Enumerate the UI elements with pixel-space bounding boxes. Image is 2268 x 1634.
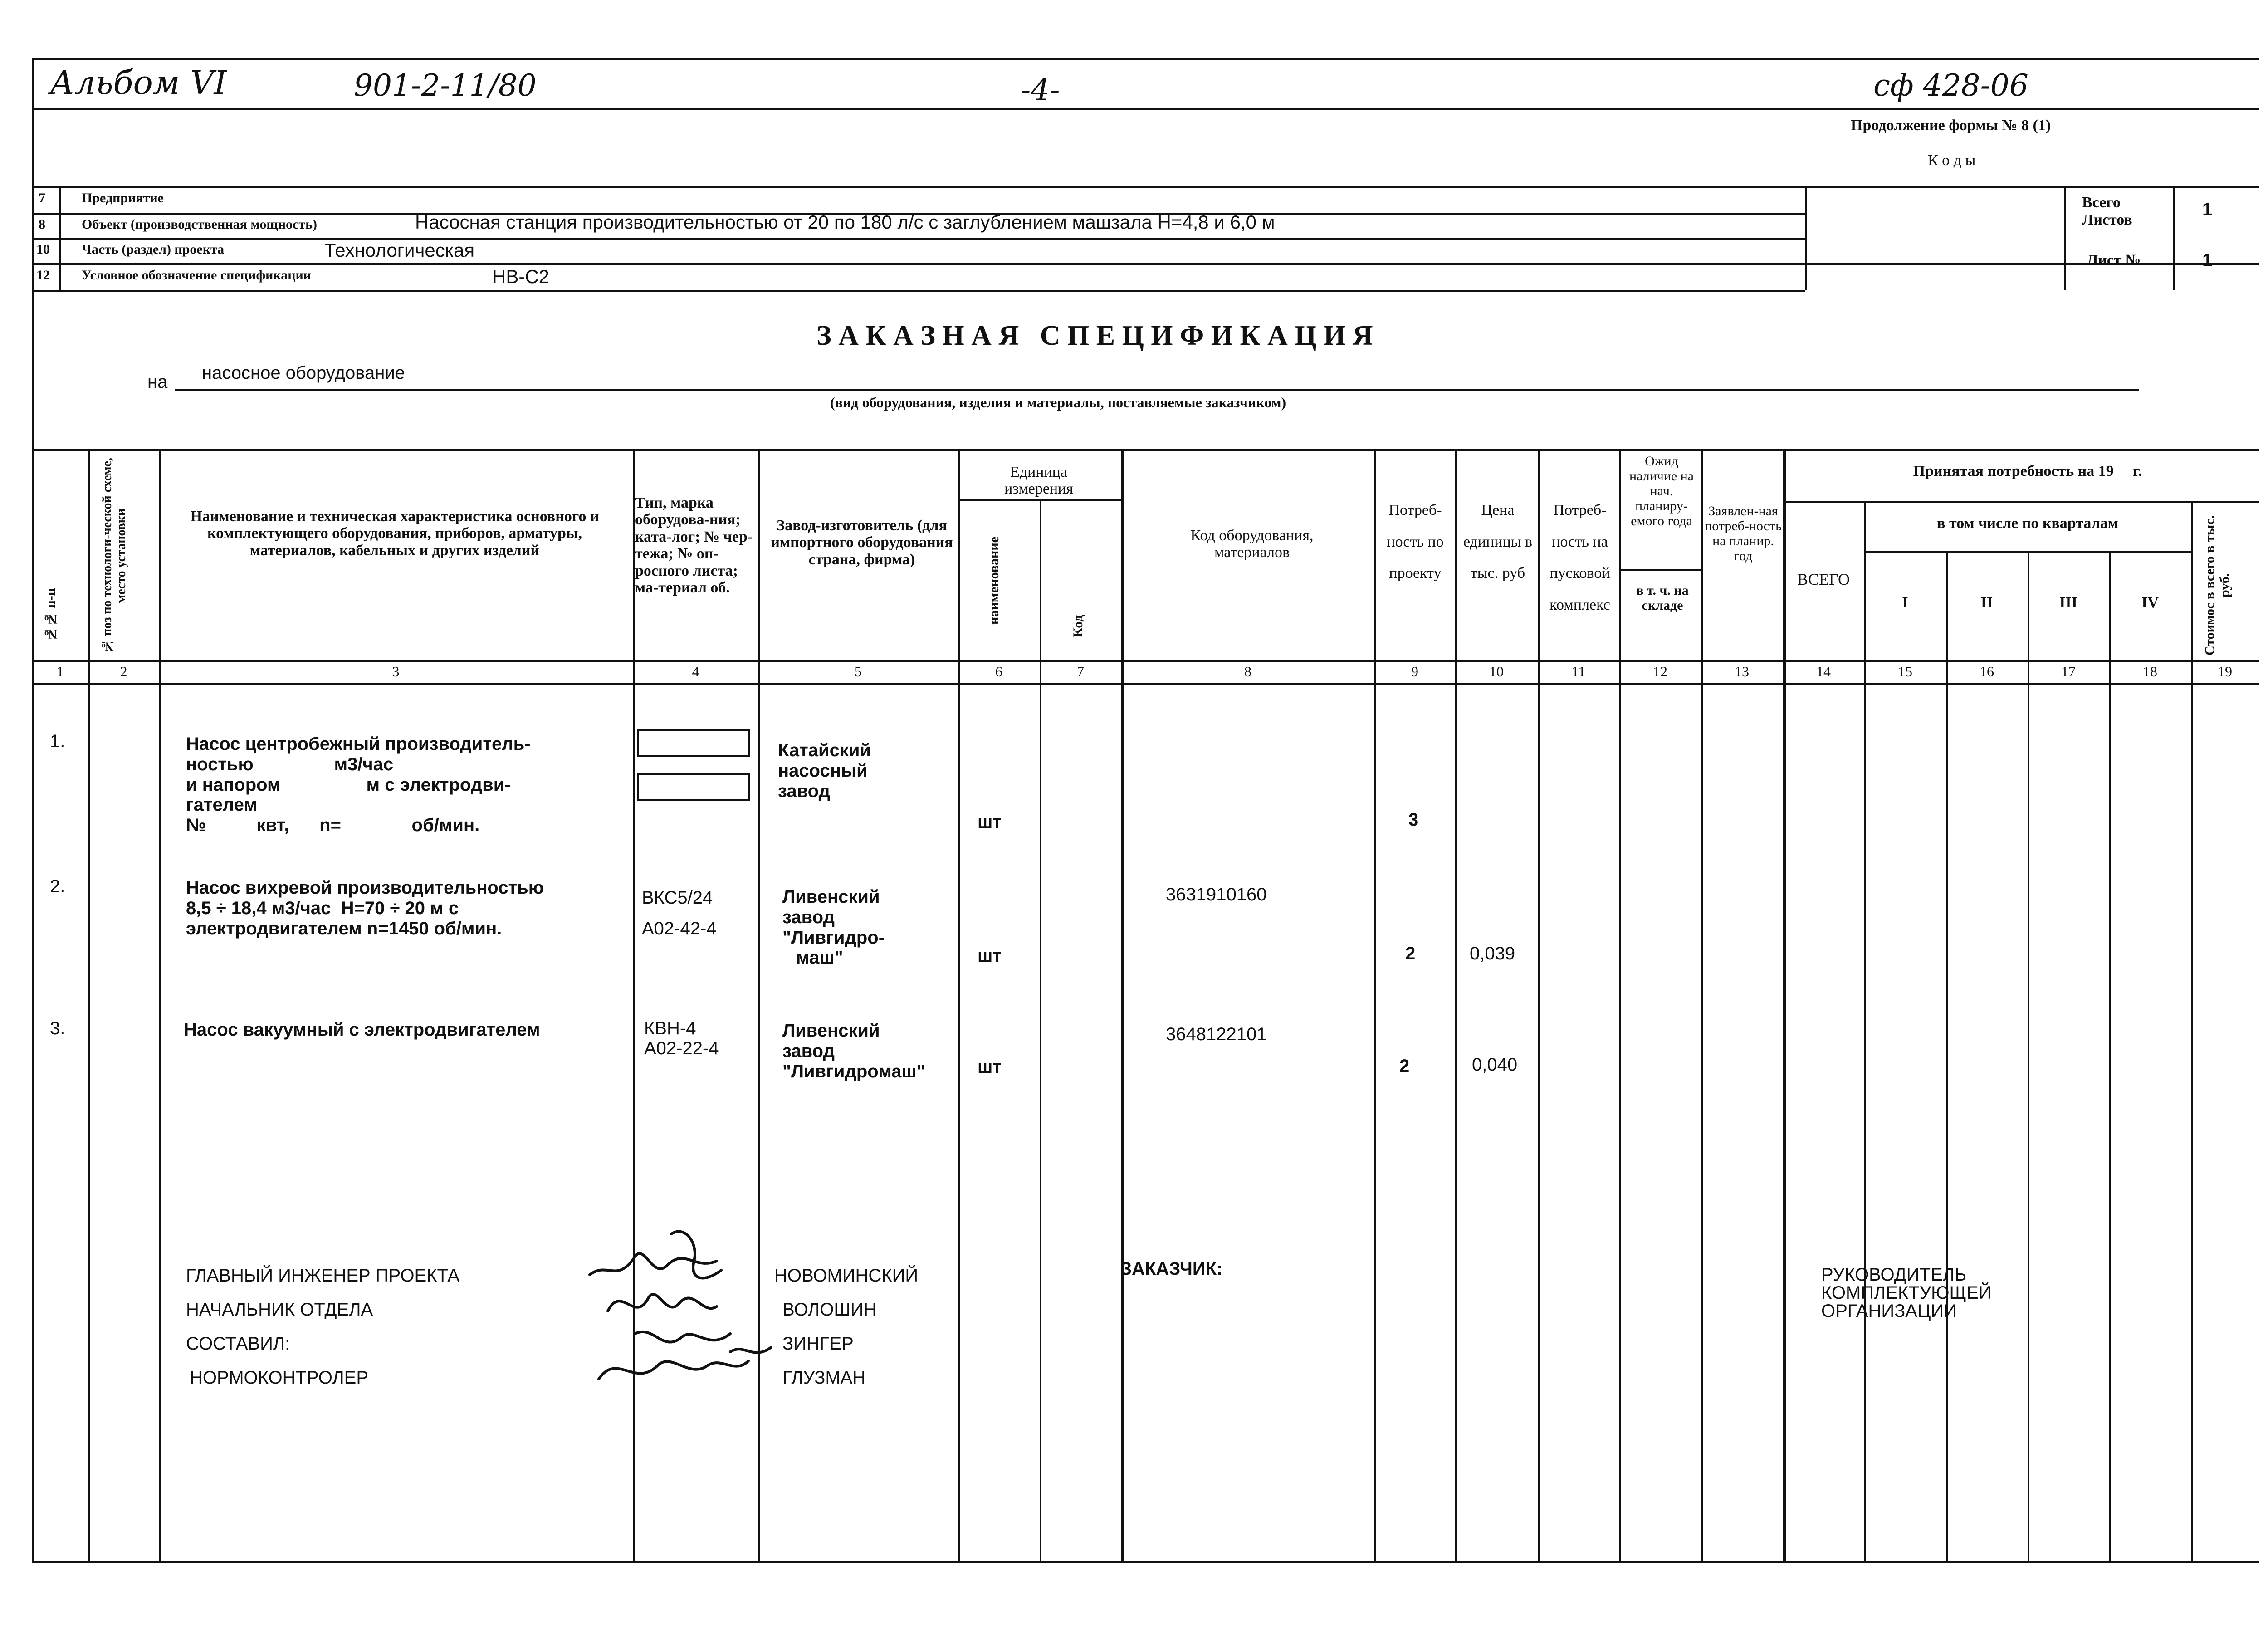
info-label-spec: Условное обозначение спецификации	[82, 268, 312, 283]
col-line-13	[1783, 449, 1786, 1561]
info-num-12: 12	[36, 268, 50, 283]
info-value-part: Технологическая	[324, 240, 475, 261]
colnum-5: 5	[855, 663, 862, 680]
role-norm-controller: НОРМОКОНТРОЛЕР	[190, 1368, 369, 1388]
colnum-9: 9	[1411, 663, 1418, 680]
row3-code: 3648122101	[1166, 1024, 1267, 1044]
colnum-10: 10	[1489, 663, 1504, 680]
row3-maker-line: завод	[782, 1041, 835, 1061]
row1-maker-line: завод	[778, 781, 830, 801]
row2-num: 2.	[50, 876, 65, 896]
info-num-10: 10	[36, 242, 50, 257]
col-header-q1: I	[1902, 594, 1908, 611]
colnum-18: 18	[2143, 663, 2157, 680]
table-header-bottom-rule	[32, 660, 2259, 662]
row2-need: 2	[1405, 944, 1416, 964]
info-num-divider	[59, 186, 61, 290]
colnum-17: 17	[2061, 663, 2076, 680]
col-header-price: Цена единицы в тыс. руб	[1463, 502, 1533, 582]
col-line-16	[2028, 551, 2029, 1561]
row2-maker-line: "Ливгидро-	[782, 927, 885, 948]
col-header-q4: IV	[2141, 594, 2159, 611]
row1-maker-line: насосный	[778, 760, 868, 781]
col-line-10	[1538, 449, 1540, 1561]
col-header-unit: Единица измерения	[1004, 464, 1073, 498]
info-label-object: Объект (производственная мощность)	[82, 217, 317, 232]
col-line-9	[1455, 449, 1457, 1561]
row3-name-line: Насос вакуумный с электродвигателем	[184, 1020, 540, 1040]
continuation-label: Продолжение формы № 8 (1)	[1851, 117, 2051, 134]
page-number: -4-	[1021, 73, 1060, 108]
col-line-18	[2191, 501, 2193, 1561]
col-header-declared: Заявлен-ная потреб-ность на планир. год	[1705, 504, 1782, 563]
subtitle-value: насосное оборудование	[202, 363, 405, 383]
album-label: Альбом VI	[50, 64, 227, 102]
col-header-q3: III	[2059, 594, 2077, 611]
row3-maker-line: "Ливгидромаш"	[782, 1061, 925, 1081]
col-header-pos: № поз по технологи-ческой схеме, место установки	[100, 458, 128, 654]
row1-name-line: и напором м с электродви-	[186, 774, 511, 795]
col-header-accepted: Принятая потребность на 19 г.	[1913, 463, 2142, 479]
row3-type	[644, 1018, 719, 1058]
sheet-code: сф 428-06	[1873, 68, 2028, 103]
row2-name	[186, 878, 544, 939]
row1-need: 3	[1408, 810, 1419, 830]
sheets-total-value: 1	[2202, 200, 2213, 220]
row2-maker	[782, 887, 885, 968]
row2-type-line: А02-42-4	[642, 919, 717, 939]
row1-maker-line: Катайский	[778, 740, 871, 760]
info-sheets-value-divider	[2173, 186, 2175, 290]
col-line-12	[1701, 449, 1703, 1561]
info-codes-divider	[1805, 186, 1807, 290]
row2-type	[642, 882, 717, 944]
info-rule-3	[32, 263, 2259, 265]
head-line: РУКОВОДИТЕЛЬ	[1821, 1265, 1967, 1285]
row2-maker-line: завод	[782, 907, 835, 927]
row3-need: 2	[1399, 1056, 1410, 1076]
info-rule-4	[32, 290, 1805, 292]
row3-maker	[782, 1021, 925, 1081]
col-line-7	[1121, 449, 1124, 1561]
col-header-expected: Ожид наличие на нач. планиру-емого года	[1629, 454, 1694, 528]
info-label-part: Часть (раздел) проекта	[82, 242, 225, 257]
col-header-cost: Стоимос в всего в тыс. руб.	[2202, 515, 2232, 656]
accepted-sub-rule	[1783, 501, 2259, 503]
name-zinger: ЗИНГЕР	[782, 1334, 854, 1354]
row3-type-line: А02-22-4	[644, 1038, 719, 1058]
codes-label: К о д ы	[1928, 152, 1976, 169]
row2-name-line: электродвигателем n=1450 об/мин.	[186, 918, 502, 939]
colnum-3: 3	[392, 663, 400, 680]
row2-unit: шт	[978, 946, 1002, 966]
sheets-number-label: Лист №	[2087, 252, 2141, 269]
col-header-maker: Завод-изготовитель (для импортного оборудования страна, фирма)	[771, 517, 953, 568]
colnum-8: 8	[1244, 663, 1251, 680]
sheets-number-value: 1	[2202, 250, 2213, 270]
info-sheets-divider	[2064, 186, 2066, 290]
row1-name	[186, 734, 531, 836]
row2-code: 3631910160	[1166, 885, 1267, 905]
name-voloshin: ВОЛОШИН	[782, 1300, 877, 1320]
header-top-rule	[32, 58, 2259, 60]
row3-price: 0,040	[1472, 1055, 1518, 1075]
row1-name-line: ностью м3/час	[186, 754, 394, 774]
colnum-13: 13	[1735, 663, 1749, 680]
colnum-6: 6	[995, 663, 1002, 680]
table-bottom-rule	[32, 1561, 2259, 1563]
role-compiled-by: СОСТАВИЛ:	[186, 1334, 290, 1354]
table-top-rule	[32, 449, 2259, 451]
signature-names	[774, 1259, 919, 1395]
row2-maker-line: маш"	[796, 948, 843, 968]
col-header-startup: Потреб-ность на пусковой комплекс	[1549, 502, 1610, 614]
col-header-stock: в т. ч. на складе	[1636, 583, 1689, 613]
handwritten-signatures	[581, 1216, 789, 1415]
subtitle-na: на	[147, 372, 168, 392]
col-line-1	[88, 449, 90, 1561]
col-line-5	[958, 449, 960, 1561]
row3-name	[184, 1020, 540, 1040]
role-chief-engineer: ГЛАВНЫЙ ИНЖЕНЕР ПРОЕКТА	[186, 1266, 460, 1286]
row2-name-line: 8,5 ÷ 18,4 м3/час Н=70 ÷ 20 м с	[186, 898, 459, 918]
organization-head	[1821, 1266, 1991, 1320]
row3-maker-line: Ливенский	[782, 1021, 880, 1041]
colnum-15: 15	[1898, 663, 1912, 680]
row2-name-line: Насос вихревой производительностью	[186, 878, 544, 898]
col-line-14	[1864, 501, 1866, 1561]
subtitle-caption: (вид оборудования, изделия и материалы, поставляемые заказчиком)	[830, 394, 1286, 411]
col-line-2	[159, 449, 161, 1561]
info-value-spec: НВ-С2	[492, 266, 550, 287]
info-num-8: 8	[39, 217, 45, 232]
head-line: КОМПЛЕКТУЮЩЕЙ	[1821, 1283, 1992, 1303]
col-line-8	[1374, 449, 1376, 1561]
col-line-6	[1040, 499, 1041, 1561]
head-line: ОРГАНИЗАЦИИ	[1821, 1301, 1957, 1321]
header-bottom-rule	[32, 108, 2259, 110]
row1-maker	[778, 740, 871, 801]
customer-label: ЗАКАЗЧИК:	[1120, 1259, 1223, 1279]
row2-type-line: ВКС5/24	[642, 888, 713, 908]
info-num-7: 7	[39, 191, 45, 205]
colnum-11: 11	[1571, 663, 1586, 680]
row1-type-box-1	[637, 729, 750, 757]
row3-unit: шт	[978, 1057, 1002, 1077]
colnum-19: 19	[2218, 663, 2232, 680]
row3-type-line: КВН-4	[644, 1018, 696, 1038]
col-line-15	[1946, 551, 1948, 1561]
col-header-total: ВСЕГО	[1797, 570, 1850, 588]
stock-sub-rule	[1619, 569, 1701, 571]
project-code: 901-2-11/80	[354, 68, 537, 103]
page-left-border	[32, 58, 34, 1563]
col-header-quarters: в том числе по кварталам	[1937, 515, 2118, 532]
colnum-12: 12	[1653, 663, 1667, 680]
colnum-2: 2	[120, 663, 127, 680]
col-line-17	[2109, 551, 2111, 1561]
colnum-16: 16	[1980, 663, 1994, 680]
row1-name-line: Насос центробежный производитель-	[186, 734, 531, 754]
col-header-unit-name: наименование	[987, 537, 1002, 625]
document-title: З А К А З Н А Я С П Е Ц И Ф И К А Ц И Я	[816, 320, 1373, 351]
colnum-7: 7	[1077, 663, 1084, 680]
row1-name-line: № квт, n= об/мин.	[186, 815, 480, 836]
sheets-total-label: Всего Листов	[2082, 194, 2132, 229]
signature-roles	[186, 1259, 459, 1395]
row1-type-box-2	[637, 773, 750, 801]
role-department-head: НАЧАЛЬНИК ОТДЕЛА	[186, 1300, 373, 1320]
row1-name-line: гателем	[186, 795, 257, 815]
col-header-need: Потреб-ность по проекту	[1387, 502, 1444, 582]
col-header-name: Наименование и техническая характеристика основного и комплектующего оборудования, приборов, арматуры, материалов, кабельных и других изделий	[190, 508, 599, 559]
colnum-4: 4	[692, 663, 699, 680]
col-line-11	[1619, 449, 1621, 1561]
col-header-unit-code: Код	[1070, 615, 1085, 637]
col-header-type: Тип, марка оборудова-ния; ката-лог; № чер-тежа; № оп-росного листа; ма-териал об.	[635, 494, 753, 596]
col-header-equipment-code: Код оборудования, материалов	[1190, 527, 1314, 561]
table-colnum-rule	[32, 683, 2259, 685]
colnum-14: 14	[1816, 663, 1831, 680]
info-rule-0	[32, 186, 2259, 188]
row3-num: 3.	[50, 1018, 65, 1038]
row1-unit: шт	[978, 812, 1002, 832]
info-value-object: Насосная станция производительностью от 20 по 180 л/с с заглублением машзала Н=4,8 и 6,0 м	[415, 211, 1275, 233]
row2-price: 0,039	[1470, 944, 1515, 964]
colnum-1: 1	[56, 663, 64, 680]
col-header-num: №№ п-п	[43, 587, 58, 642]
row2-maker-line: Ливенский	[782, 887, 880, 907]
info-label-enterprise: Предприятие	[82, 191, 164, 205]
subtitle-rule	[175, 389, 2139, 391]
name-novominsky: НОВОМИНСКИЙ	[774, 1266, 919, 1286]
row1-num: 1.	[50, 731, 65, 751]
info-rule-2	[32, 238, 1805, 240]
name-gluzman: ГЛУЗМАН	[782, 1368, 866, 1388]
col-header-q2: II	[1980, 594, 1993, 611]
